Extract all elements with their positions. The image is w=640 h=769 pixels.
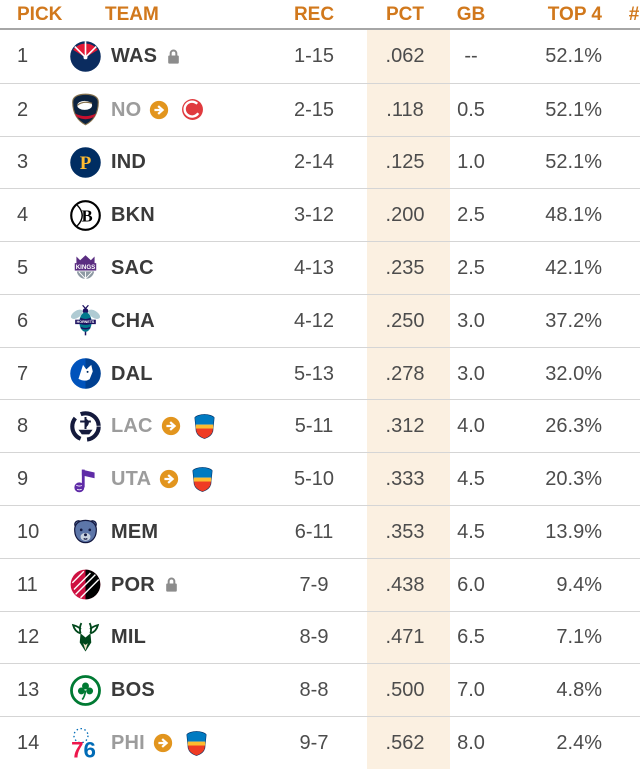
top4-value: 52.1% <box>545 151 602 174</box>
team-logo[interactable] <box>62 515 108 548</box>
lock-icon <box>163 576 180 593</box>
team-abbr[interactable]: POR <box>111 573 155 596</box>
header-pick: PICK <box>17 3 63 25</box>
pick-number: 5 <box>17 257 29 280</box>
pick-number: 10 <box>17 520 40 543</box>
table-row <box>0 611 640 664</box>
record-value: 3-12 <box>293 204 335 227</box>
team-logo[interactable] <box>62 674 108 707</box>
header-hash: # <box>628 3 640 25</box>
team-extras <box>153 730 210 757</box>
header-pct: PCT <box>386 3 424 25</box>
svg-text:B: B <box>81 206 93 226</box>
pct-value: .333 <box>385 468 425 491</box>
record-value: 4-13 <box>293 257 335 280</box>
traded-to-logo[interactable] <box>179 96 206 123</box>
pct-value: .562 <box>385 732 425 755</box>
team-abbr[interactable]: NO <box>111 98 142 121</box>
team-abbr[interactable]: WAS <box>111 45 158 68</box>
table-row <box>0 505 640 558</box>
team-extras <box>163 576 180 593</box>
top4-value: 42.1% <box>545 257 602 280</box>
record-value: 5-10 <box>293 468 335 491</box>
top4-value: 9.4% <box>556 573 602 596</box>
team-extras <box>161 413 218 440</box>
pick-number: 7 <box>17 362 29 385</box>
gb-value: 6.0 <box>457 573 485 596</box>
pick-number: 9 <box>17 468 29 491</box>
table-row <box>0 347 640 400</box>
team-logo[interactable] <box>62 357 108 390</box>
table-body <box>0 30 640 769</box>
pct-value: .235 <box>385 257 425 280</box>
trade-arrow-icon <box>159 469 179 489</box>
top4-value: 48.1% <box>545 204 602 227</box>
gb-value: 2.5 <box>457 257 485 280</box>
team-abbr[interactable]: UTA <box>111 468 152 491</box>
traded-to-logo[interactable] <box>191 413 218 440</box>
trade-arrow-icon <box>153 733 173 753</box>
top4-value: 37.2% <box>545 309 602 332</box>
pct-value: .250 <box>385 309 425 332</box>
pick-number: 14 <box>17 732 40 755</box>
pct-value: .500 <box>385 679 425 702</box>
record-value: 5-11 <box>294 415 334 438</box>
record-value: 2-15 <box>293 98 335 121</box>
pick-number: 13 <box>17 679 40 702</box>
table-row <box>0 399 640 452</box>
trade-arrow-icon <box>161 416 181 436</box>
pct-value: .118 <box>386 98 424 121</box>
svg-text:KINGS: KINGS <box>75 263 95 271</box>
header-rec: REC <box>293 3 335 25</box>
pick-number: 1 <box>17 45 29 68</box>
record-value: 4-12 <box>293 309 335 332</box>
record-value: 1-15 <box>293 45 335 68</box>
svg-text:HORNETS: HORNETS <box>76 320 94 325</box>
top4-value: 13.9% <box>545 520 602 543</box>
table-row <box>0 452 640 505</box>
gb-value: 2.5 <box>457 204 485 227</box>
gb-value: -- <box>464 45 478 68</box>
top4-value: 32.0% <box>545 362 602 385</box>
team-abbr[interactable]: MIL <box>111 626 147 649</box>
pct-value: .062 <box>385 45 425 68</box>
pick-number: 3 <box>17 151 29 174</box>
gb-value: 4.5 <box>457 520 485 543</box>
header-top4: TOP 4 <box>547 3 602 25</box>
top4-value: 52.1% <box>545 45 602 68</box>
top4-value: 26.3% <box>545 415 602 438</box>
traded-to-logo[interactable] <box>183 730 210 757</box>
team-abbr[interactable]: CHA <box>111 309 155 332</box>
table-row <box>0 558 640 611</box>
table-row <box>0 188 640 241</box>
gb-value: 7.0 <box>457 679 485 702</box>
pct-value: .471 <box>385 626 425 649</box>
team-extras <box>149 96 206 123</box>
team-logo[interactable] <box>62 93 108 126</box>
gb-value: 1.0 <box>457 151 485 174</box>
pct-value: .200 <box>385 204 425 227</box>
traded-to-logo[interactable] <box>189 466 216 493</box>
team-logo[interactable] <box>62 146 108 179</box>
svg-text:P: P <box>79 153 91 175</box>
pct-value: .125 <box>385 151 425 174</box>
record-value: 9-7 <box>299 732 329 755</box>
team-logo[interactable] <box>62 621 108 654</box>
gb-value: 4.5 <box>457 468 485 491</box>
record-value: 8-8 <box>299 679 329 702</box>
table-row <box>0 663 640 716</box>
team-logo[interactable] <box>62 40 108 73</box>
pick-number: 8 <box>17 415 29 438</box>
record-value: 7-9 <box>299 573 329 596</box>
gb-value: 3.0 <box>457 362 485 385</box>
table-row <box>0 136 640 189</box>
team-abbr[interactable]: BOS <box>111 679 155 702</box>
team-abbr[interactable]: PHI <box>111 732 145 755</box>
team-logo[interactable] <box>62 410 108 443</box>
team-logo[interactable] <box>62 304 108 337</box>
pct-value: .438 <box>385 573 425 596</box>
pct-value: .353 <box>385 520 425 543</box>
team-logo[interactable] <box>62 568 108 601</box>
gb-value: 8.0 <box>457 732 485 755</box>
gb-value: 3.0 <box>457 309 485 332</box>
svg-text:6: 6 <box>82 737 96 760</box>
team-logo[interactable] <box>62 727 108 760</box>
team-abbr[interactable]: IND <box>111 151 147 174</box>
team-logo[interactable] <box>62 463 108 496</box>
trade-arrow-icon <box>149 100 169 120</box>
record-value: 2-14 <box>293 151 335 174</box>
team-extras <box>165 48 182 65</box>
table-row <box>0 241 640 294</box>
record-value: 6-11 <box>294 520 334 543</box>
table-header-row <box>0 0 640 30</box>
pct-value: .278 <box>385 362 425 385</box>
pct-value: .312 <box>385 415 425 438</box>
top4-value: 4.8% <box>556 679 602 702</box>
team-abbr[interactable]: DAL <box>111 362 153 385</box>
team-abbr[interactable]: SAC <box>111 257 154 280</box>
team-abbr[interactable]: MEM <box>111 520 159 543</box>
top4-value: 52.1% <box>545 98 602 121</box>
table-row <box>0 294 640 347</box>
header-team: TEAM <box>105 3 159 25</box>
pick-number: 6 <box>17 309 29 332</box>
pick-number: 4 <box>17 204 29 227</box>
gb-value: 0.5 <box>457 98 485 121</box>
pick-number: 11 <box>17 573 38 596</box>
team-logo[interactable] <box>62 199 108 232</box>
team-extras <box>159 466 216 493</box>
top4-value: 7.1% <box>556 626 602 649</box>
record-value: 5-13 <box>293 362 335 385</box>
svg-text:7: 7 <box>70 737 83 760</box>
table-row <box>0 716 640 769</box>
header-gb: GB <box>456 3 486 25</box>
top4-value: 2.4% <box>556 732 602 755</box>
pick-number: 2 <box>17 98 29 121</box>
team-abbr[interactable]: LAC <box>111 415 153 438</box>
team-logo[interactable] <box>62 252 108 285</box>
pick-number: 12 <box>17 626 40 649</box>
team-abbr[interactable]: BKN <box>111 204 155 227</box>
gb-value: 4.0 <box>457 415 485 438</box>
record-value: 8-9 <box>299 626 329 649</box>
top4-value: 20.3% <box>545 468 602 491</box>
lock-icon <box>165 48 182 65</box>
table-row <box>0 30 640 83</box>
gb-value: 6.5 <box>457 626 485 649</box>
table-row <box>0 83 640 136</box>
